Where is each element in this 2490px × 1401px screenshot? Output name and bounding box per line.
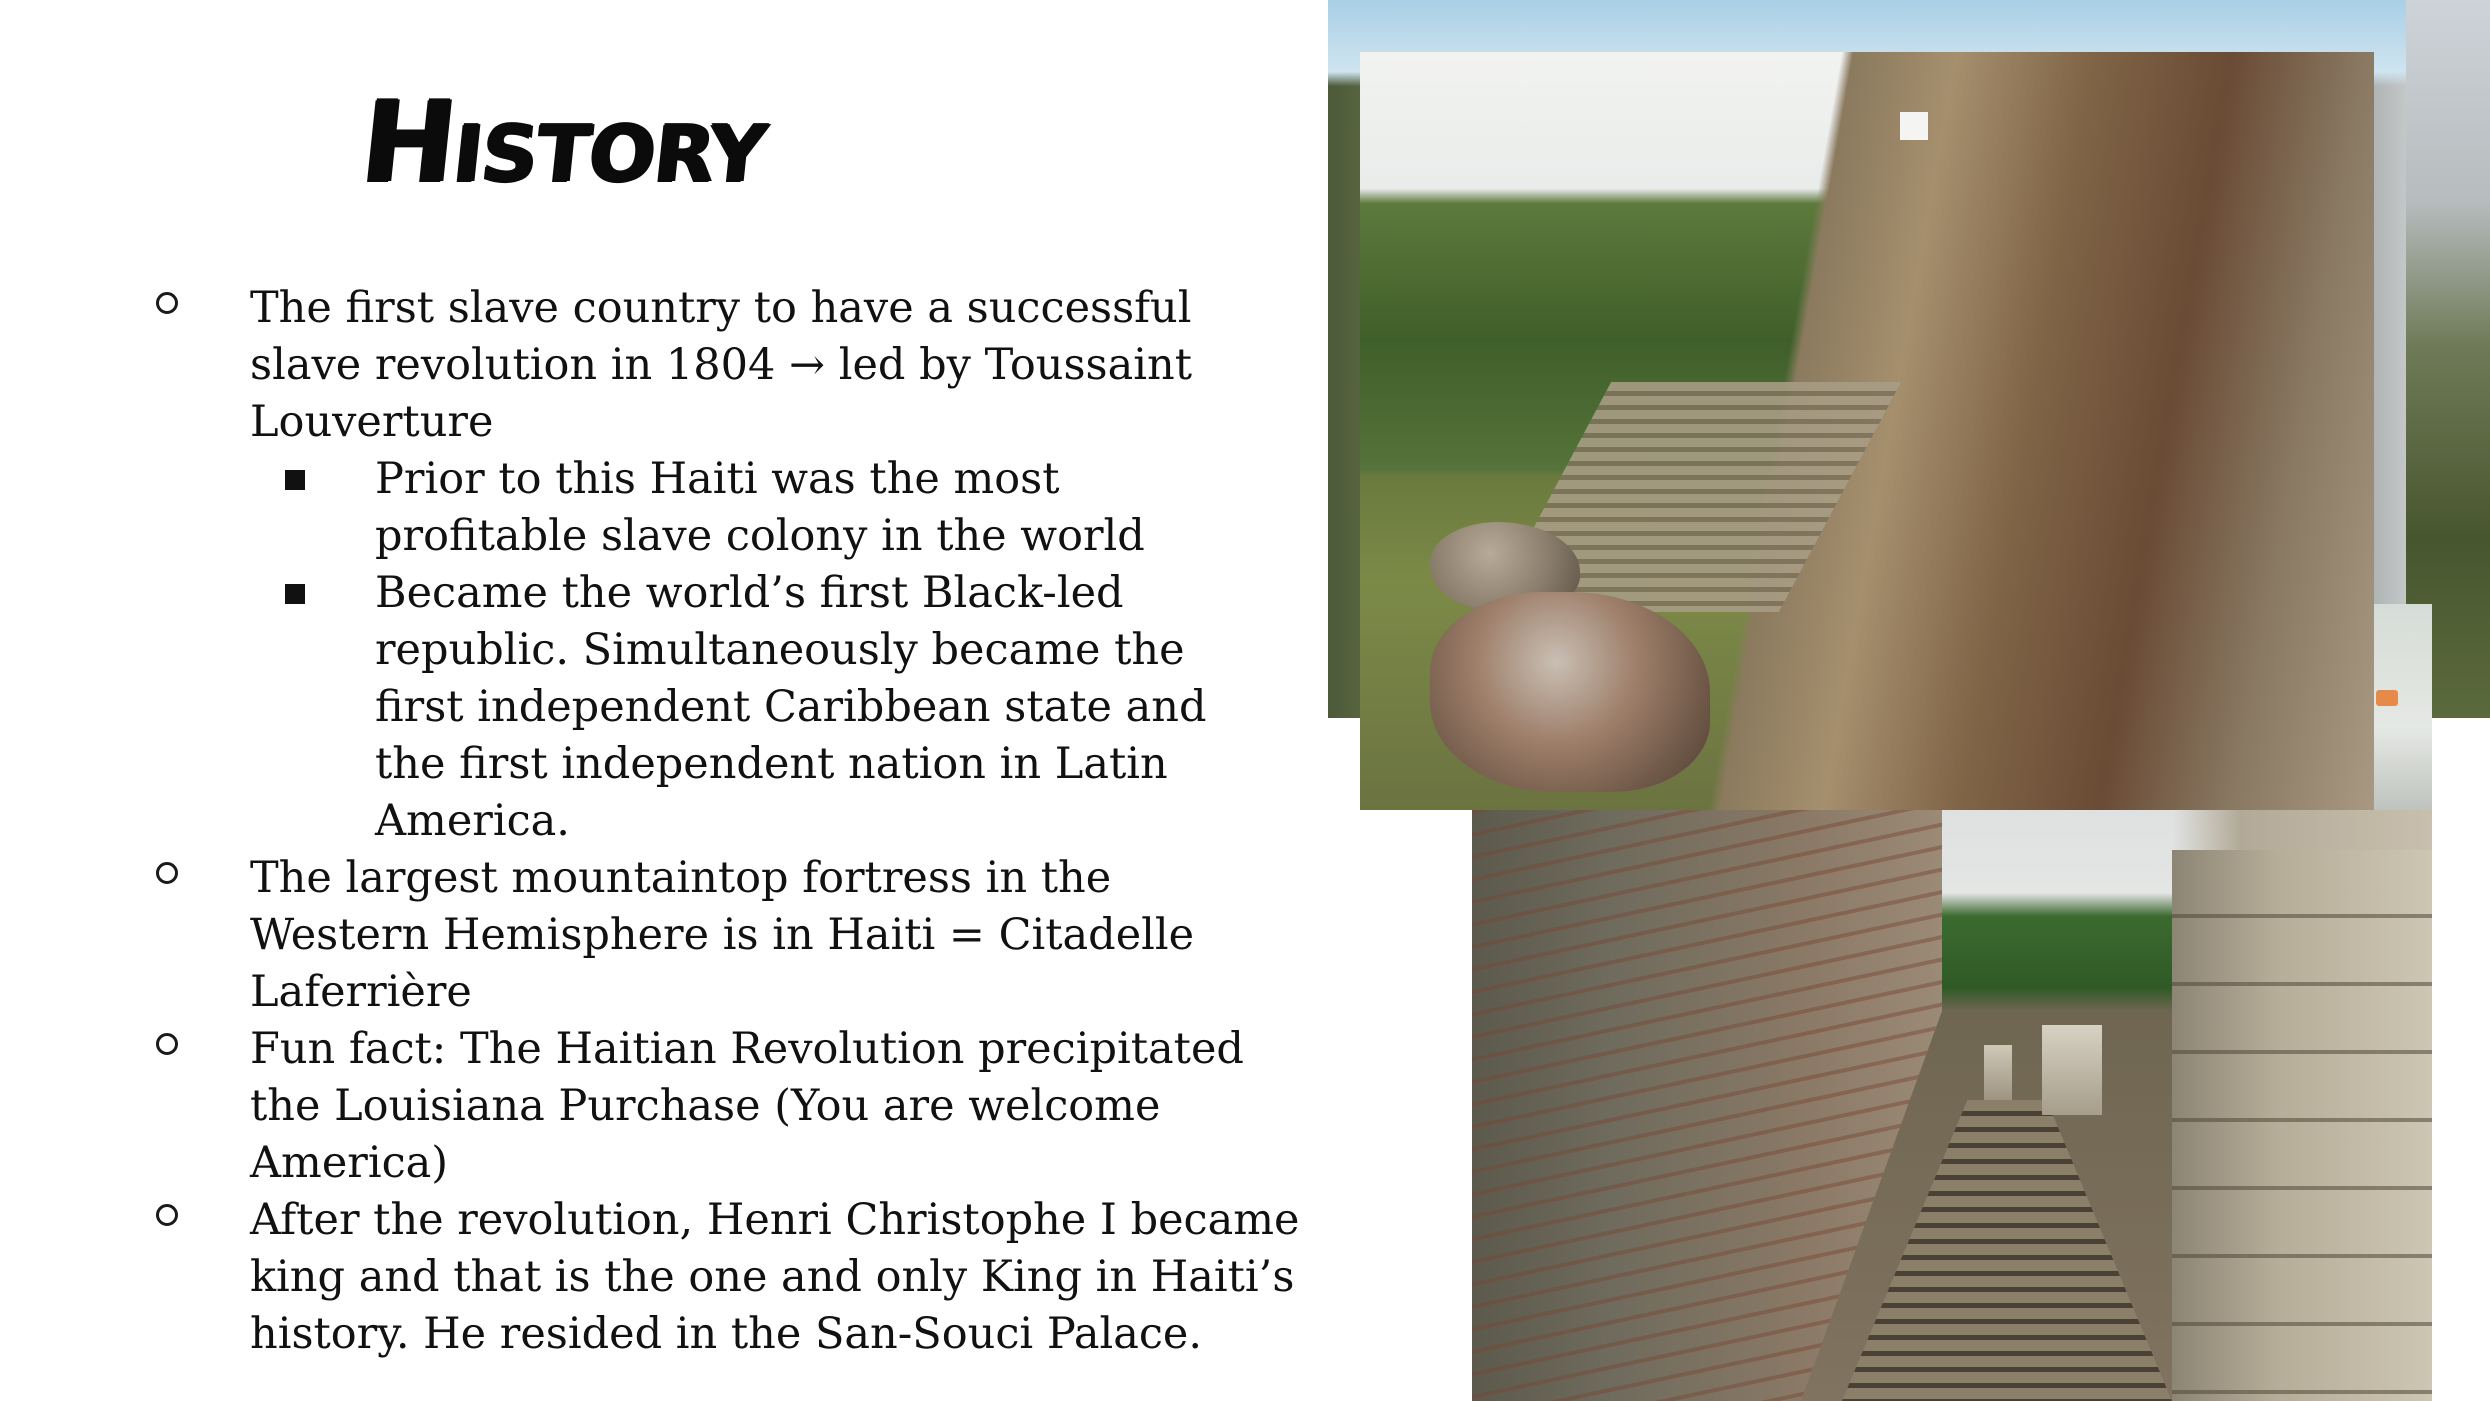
filled-square-bullet-icon [285,470,305,490]
citadelle-stairs-photo [1472,810,2432,1401]
rubble-rock [1430,592,1710,792]
photo-accent-dot [2376,690,2398,706]
sub-bullet-text: Prior to this Haiti was the most profitable slave colony in the world [375,454,1145,561]
hollow-circle-bullet-icon [156,292,178,314]
bullet-item [0,280,1320,451]
fortress-wall [1472,810,1942,1401]
bullet-item [0,1192,1320,1363]
bullet-item [0,1021,1320,1192]
hollow-circle-bullet-icon [156,1204,178,1226]
fortress-tower [1984,1045,2012,1100]
sub-bullet-item [0,565,1320,850]
hollow-circle-bullet-icon [156,1033,178,1055]
bullet-text: Fun fact: The Haitian Revolution precipitated the Louisiana Purchase (You are welcome America) [250,1024,1244,1188]
bullet-list [0,280,1320,1363]
palace-window [1900,112,1928,140]
bullet-item [0,850,1320,1021]
slide-title: History [355,77,773,207]
fortress-tower [2042,1025,2102,1115]
bullet-text: The first slave country to have a successful slave revolution in 1804 → led by Toussaint Louverture [250,283,1192,447]
hollow-circle-bullet-icon [156,862,178,884]
sub-bullet-item [0,451,1320,565]
fortress-building [2172,850,2432,1401]
filled-square-bullet-icon [285,584,305,604]
bullet-text: After the revolution, Henri Christophe I became king and that is the one and only King in Haiti’s history. He resided in the San-Souci Palace. [250,1195,1300,1359]
bullet-text: The largest mountaintop fortress in the Western Hemisphere is in Haiti = Citadelle Laferrière [250,853,1195,1017]
sans-souci-palace-photo [1360,52,2374,810]
photo-accent-strip [2374,604,2432,810]
sub-bullet-text: Became the world’s first Black-led republic. Simultaneously became the first independent Caribbean state and the first independent nation in Latin America. [375,568,1207,846]
